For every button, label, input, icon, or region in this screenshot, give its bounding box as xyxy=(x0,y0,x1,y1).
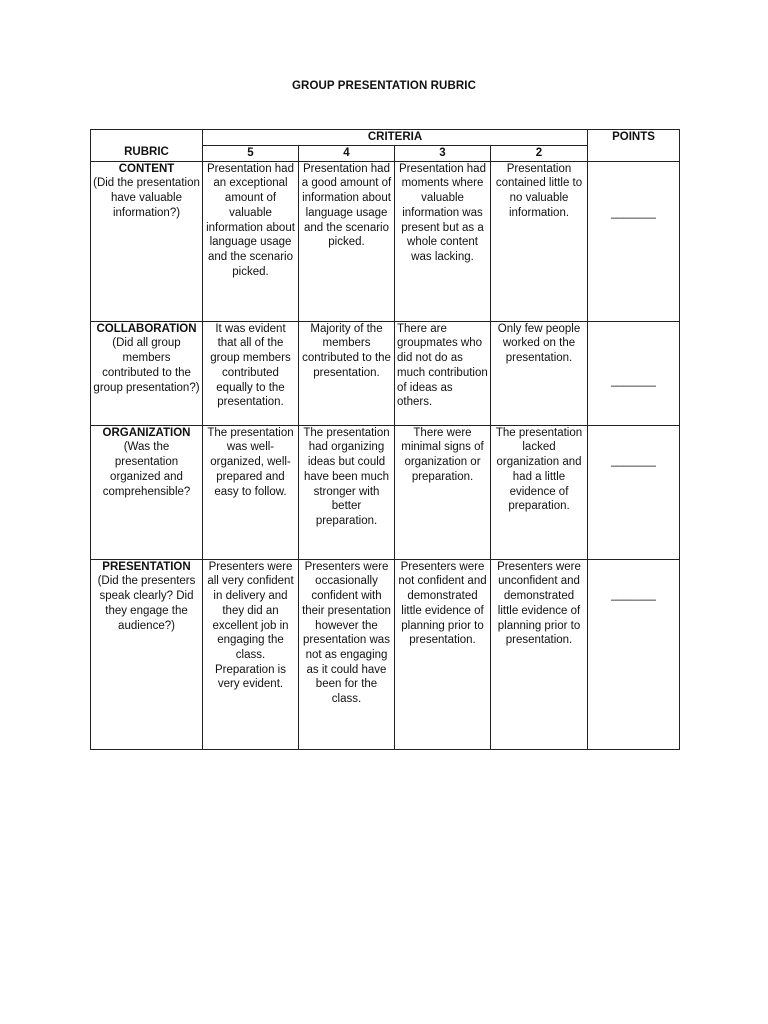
points-cell xyxy=(588,425,680,559)
score-header-2: 2 xyxy=(491,145,588,161)
points-blank: _______ xyxy=(611,588,656,601)
points-blank: _______ xyxy=(611,454,656,467)
points-header: POINTS xyxy=(588,130,680,162)
criterion-question: (Did all group members contributed to the group presentation?) xyxy=(93,337,200,394)
criterion-cell xyxy=(91,161,203,321)
descriptor-cell: Presentation had a good amount of information about language usage and the scenario picked. xyxy=(299,161,395,321)
criterion-name: CONTENT xyxy=(118,162,175,175)
descriptor-cell: The presentation was well-organized, well-prepared and easy to follow. xyxy=(203,425,299,559)
table-row-presentation xyxy=(91,559,680,749)
criterion-cell xyxy=(91,321,203,425)
descriptor-cell: Majority of the members contributed to the presentation. xyxy=(299,321,395,425)
descriptor-cell: The presentation had organizing ideas but could have been much stronger with better preparation. xyxy=(299,425,395,559)
score-header-3: 3 xyxy=(395,145,491,161)
descriptor-cell: Presenters were occasionally confident with their presentation however the presentation was not as engaging as it could have been for the class. xyxy=(299,559,395,749)
descriptor-cell: Only few people worked on the presentation. xyxy=(491,321,588,425)
points-blank: _______ xyxy=(611,374,656,387)
descriptor-cell: Presentation contained little to no valuable information. xyxy=(491,161,588,321)
descriptor-cell: It was evident that all of the group members contributed equally to the presentation. xyxy=(203,321,299,425)
descriptor-cell: Presentation had an exceptional amount of valuable information about language usage and the scenario picked. xyxy=(203,161,299,321)
criterion-cell xyxy=(91,425,203,559)
descriptor-cell: Presenters were unconfident and demonstrated little evidence of planning prior to presentation. xyxy=(491,559,588,749)
points-blank: _______ xyxy=(611,206,656,219)
criterion-question: (Did the presenters speak clearly? Did they engage the audience?) xyxy=(97,575,196,632)
criterion-cell xyxy=(91,559,203,749)
criterion-name: COLLABORATION xyxy=(96,322,197,335)
page-title: GROUP PRESENTATION RUBRIC xyxy=(292,80,476,92)
table-row-organization xyxy=(91,425,680,559)
descriptor-cell: Presenters were all very confident in delivery and they did an excellent job in engaging the class. Preparation is very evident. xyxy=(203,559,299,749)
criteria-header: CRITERIA xyxy=(203,130,588,146)
descriptor-cell: There were minimal signs of organization or preparation. xyxy=(395,425,491,559)
header-row-criteria xyxy=(91,130,680,146)
criterion-name: PRESENTATION xyxy=(102,560,191,573)
points-cell xyxy=(588,321,680,425)
descriptor-cell: Presenters were not confident and demonstrated little evidence of planning prior to presentation. xyxy=(395,559,491,749)
score-header-4: 4 xyxy=(299,145,395,161)
score-header-5: 5 xyxy=(203,145,299,161)
points-cell xyxy=(588,559,680,749)
descriptor-cell: Presentation had moments where valuable information was present but as a whole content was lacking. xyxy=(395,161,491,321)
descriptor-cell: The presentation lacked organization and had a little evidence of preparation. xyxy=(491,425,588,559)
table-row-content xyxy=(91,161,680,321)
rubric-table xyxy=(90,129,680,750)
points-cell xyxy=(588,161,680,321)
table-row-collaboration xyxy=(91,321,680,425)
header-rubric-spacer xyxy=(91,130,203,146)
criterion-question: (Was the presentation organized and comprehensible? xyxy=(102,441,191,498)
criterion-name: ORGANIZATION xyxy=(102,426,191,439)
descriptor-cell: There are groupmates who did not do as much contribution of ideas as others. xyxy=(395,321,491,425)
rubric-header: RUBRIC xyxy=(91,145,203,161)
criterion-question: (Did the presentation have valuable information?) xyxy=(93,177,200,219)
